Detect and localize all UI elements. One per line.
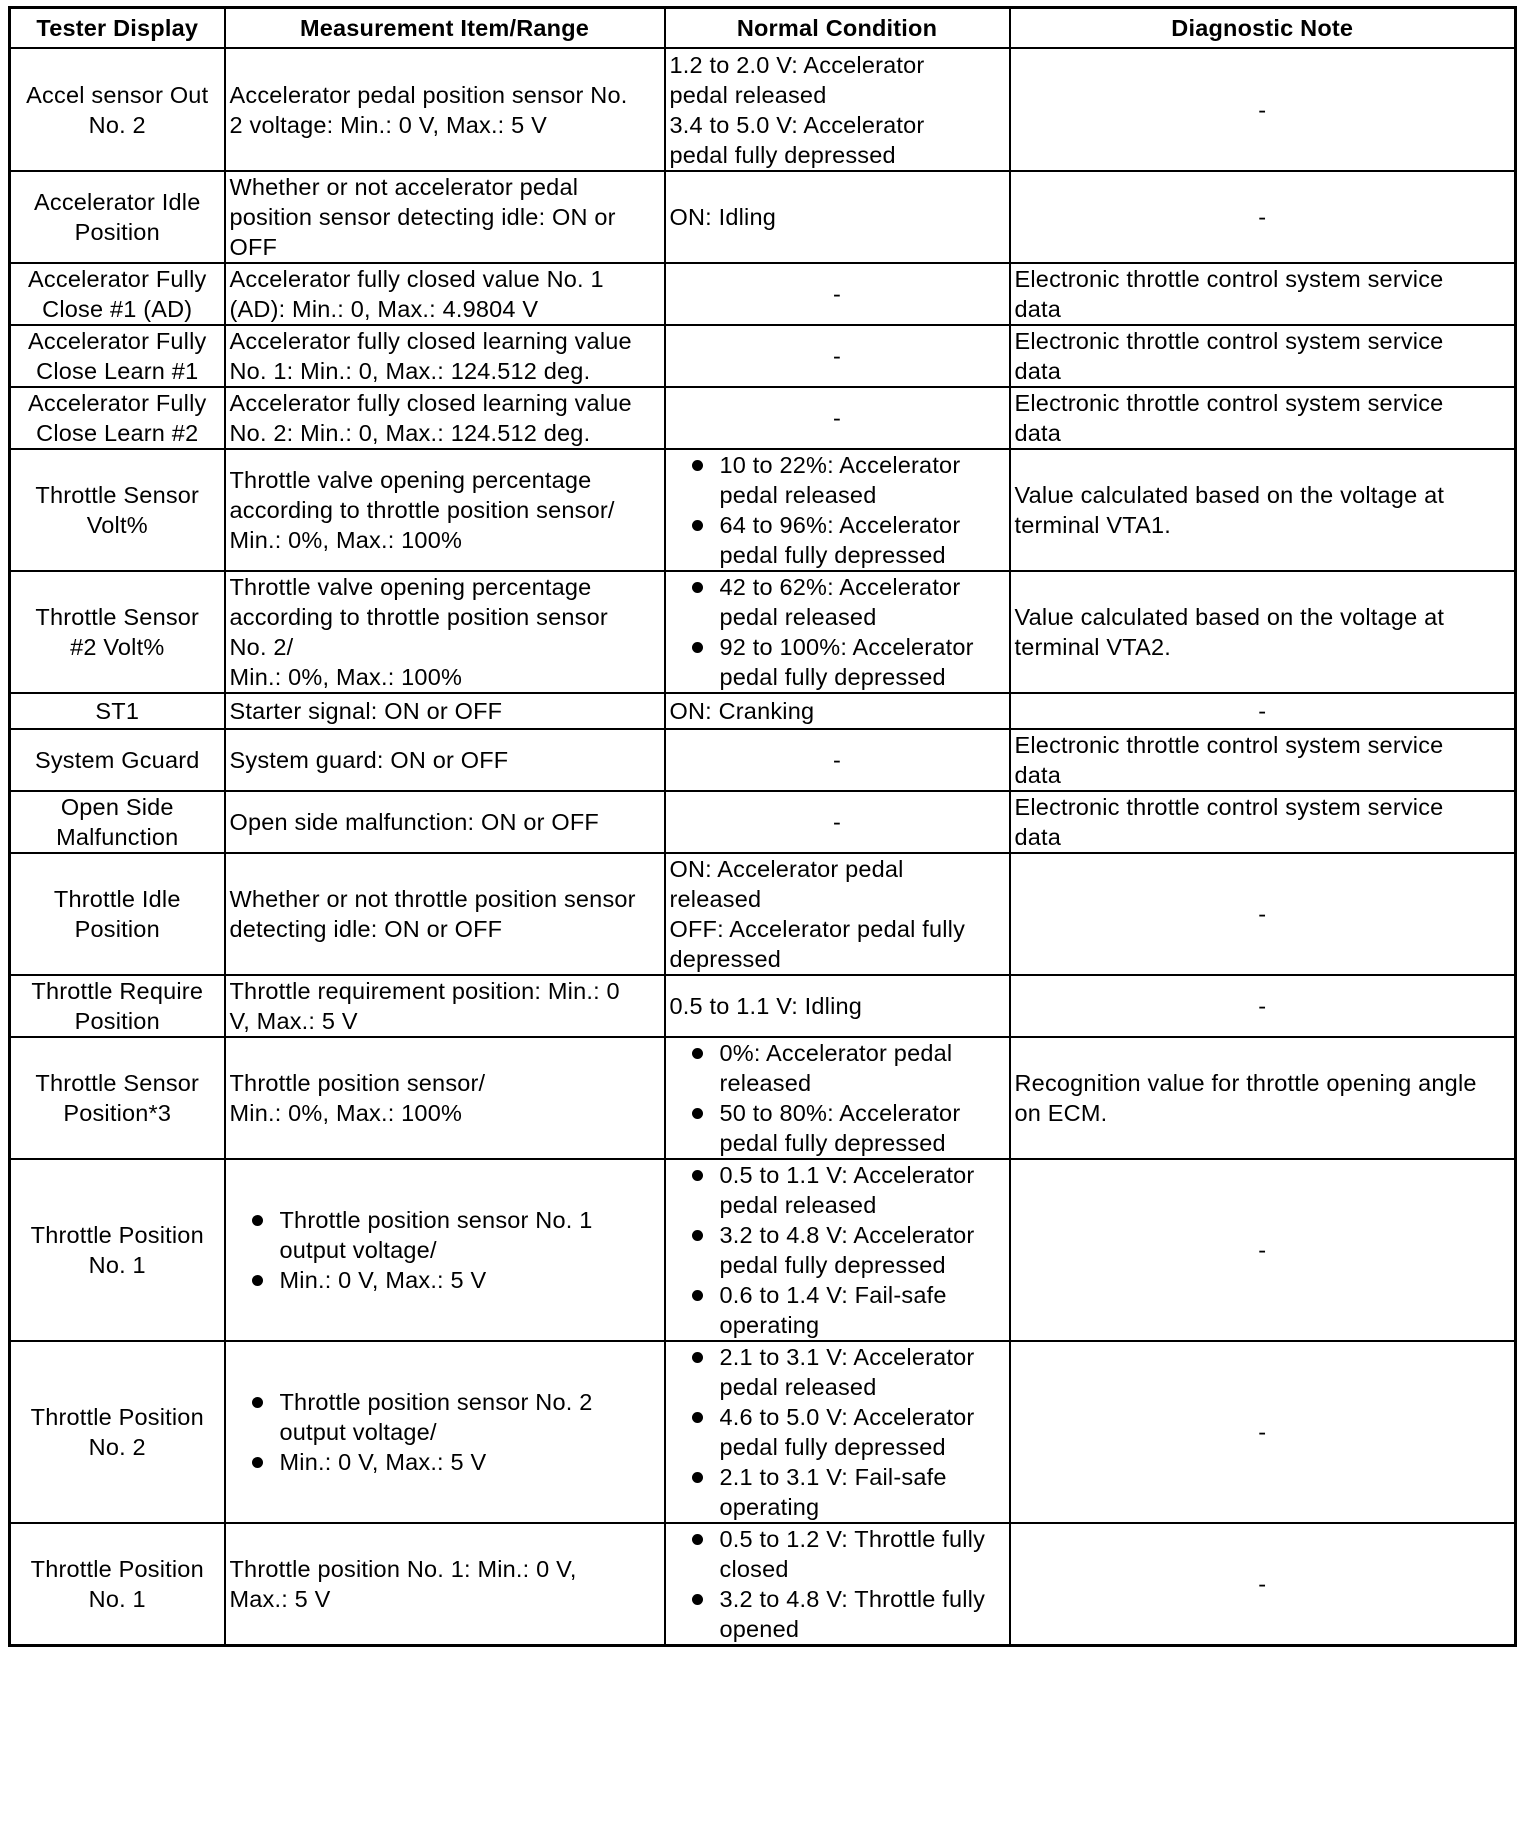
tester-display-text: No. 2 xyxy=(88,111,146,138)
measurement-text: No. 2/ xyxy=(229,634,294,660)
cell-diagnostic-note xyxy=(1010,853,1516,975)
measurement-bullet-item: Min.: 0 V, Max.: 5 V xyxy=(230,1265,660,1295)
condition-text: depressed xyxy=(669,946,782,972)
cell-tester-display xyxy=(10,171,225,263)
cell-normal-condition xyxy=(665,387,1010,449)
measurement-bullet-item: Throttle position sensor No. 2 output voltage/ xyxy=(230,1387,660,1447)
condition-bullet-item: 92 to 100%: Accelerator pedal fully depressed xyxy=(670,632,1005,692)
note-text: on ECM. xyxy=(1014,1100,1108,1126)
measurement-text: Accelerator fully closed learning value xyxy=(229,390,632,416)
condition-bullet-item: 64 to 96%: Accelerator pedal fully depressed xyxy=(670,510,1005,570)
tester-display-text: Throttle Position xyxy=(30,1404,204,1430)
table-row xyxy=(10,48,1516,171)
cell-tester-display xyxy=(10,1523,225,1646)
measurement-text: Max.: 5 V xyxy=(229,1586,331,1612)
condition-text: - xyxy=(832,405,842,431)
tester-display-text: System Gcuard xyxy=(34,747,200,773)
tester-display-text: Accelerator Fully xyxy=(28,328,207,354)
tester-display-text: Accelerator Fully xyxy=(28,266,207,292)
measurement-text: OFF xyxy=(229,234,278,260)
condition-text: ON: Cranking xyxy=(669,698,815,724)
measurement-text: Accelerator fully closed value No. 1 xyxy=(229,266,604,292)
condition-text: released xyxy=(669,886,762,912)
cell-normal-condition xyxy=(665,325,1010,387)
note-text: terminal VTA1. xyxy=(1014,512,1171,538)
condition-list xyxy=(670,450,1005,570)
note-text: Recognition value for throttle opening angle xyxy=(1014,1070,1477,1096)
measurement-text: position sensor detecting idle: ON or xyxy=(229,204,616,230)
measurement-text: Whether or not throttle position sensor xyxy=(229,886,636,912)
table-row xyxy=(10,171,1516,263)
cell-normal-condition xyxy=(665,1341,1010,1523)
condition-text: 0.5 to 1.1 V: Idling xyxy=(669,993,863,1019)
table-row xyxy=(10,853,1516,975)
cell-diagnostic-note xyxy=(1010,975,1516,1037)
measurement-text: 2 voltage: Min.: 0 V, Max.: 5 V xyxy=(229,111,548,138)
note-text: data xyxy=(1014,296,1062,322)
condition-text: 3.4 to 5.0 V: Accelerator xyxy=(669,111,925,138)
note-text: Electronic throttle control system service xyxy=(1014,266,1444,292)
measurement-text: Throttle requirement position: Min.: 0 xyxy=(229,978,620,1004)
measurement-text: V, Max.: 5 V xyxy=(229,1008,358,1034)
measurement-text: Starter signal: ON or OFF xyxy=(229,698,503,724)
cell-tester-display xyxy=(10,975,225,1037)
note-text: - xyxy=(1258,204,1267,230)
measurement-text: Min.: 0%, Max.: 100% xyxy=(229,664,463,690)
measurement-text: No. 2: Min.: 0, Max.: 124.512 deg. xyxy=(229,420,591,446)
cell-normal-condition xyxy=(665,571,1010,693)
note-text: terminal VTA2. xyxy=(1014,634,1171,660)
measurement-text: Accelerator fully closed learning value xyxy=(229,328,632,354)
condition-list xyxy=(670,1342,1005,1522)
condition-text: ON: Idling xyxy=(669,204,776,230)
tester-display-text: Throttle Sensor xyxy=(35,604,200,630)
condition-bullet-item: 10 to 22%: Accelerator pedal released xyxy=(670,450,1005,510)
cell-normal-condition xyxy=(665,449,1010,571)
measurement-text: Throttle valve opening percentage xyxy=(229,467,592,493)
condition-bullet-item: 50 to 80%: Accelerator pedal fully depressed xyxy=(670,1098,1005,1158)
condition-list xyxy=(670,1038,1005,1158)
tester-display-text: Close #1 (AD) xyxy=(42,296,193,322)
condition-bullet-item: 2.1 to 3.1 V: Accelerator pedal released xyxy=(670,1342,1005,1402)
cell-tester-display xyxy=(10,853,225,975)
measurement-bullet-item: Throttle position sensor No. 1 output voltage/ xyxy=(230,1205,660,1265)
cell-tester-display xyxy=(10,263,225,325)
note-text: data xyxy=(1014,358,1062,384)
condition-text: pedal fully depressed xyxy=(669,141,896,168)
cell-diagnostic-note xyxy=(1010,693,1516,729)
cell-measurement-item xyxy=(225,1159,665,1341)
cell-diagnostic-note xyxy=(1010,171,1516,263)
cell-diagnostic-note xyxy=(1010,571,1516,693)
tester-display-text: Open Side xyxy=(60,794,174,820)
note-text: Electronic throttle control system service xyxy=(1014,794,1444,820)
table-row xyxy=(10,693,1516,729)
cell-diagnostic-note xyxy=(1010,48,1516,171)
tester-display-text: No. 1 xyxy=(88,1252,146,1278)
cell-measurement-item xyxy=(225,693,665,729)
table-header xyxy=(10,8,1516,49)
header-tester-display: Tester Display xyxy=(10,8,225,49)
cell-normal-condition xyxy=(665,48,1010,171)
tester-display-text: Throttle Sensor xyxy=(35,482,200,508)
condition-text: - xyxy=(832,343,842,369)
tester-display-text: Position xyxy=(74,916,160,942)
condition-text: OFF: Accelerator pedal fully xyxy=(669,916,966,942)
measurement-text: Throttle valve opening percentage xyxy=(229,574,592,600)
cell-normal-condition xyxy=(665,853,1010,975)
tester-display-text: Throttle Position xyxy=(30,1556,204,1582)
condition-bullet-item: 2.1 to 3.1 V: Fail-safe operating xyxy=(670,1462,1005,1522)
cell-diagnostic-note xyxy=(1010,1341,1516,1523)
note-text: - xyxy=(1258,1419,1267,1445)
cell-tester-display xyxy=(10,1037,225,1159)
table-row xyxy=(10,1037,1516,1159)
header-diagnostic-note: Diagnostic Note xyxy=(1010,8,1516,49)
tester-display-text: Throttle Position xyxy=(30,1222,204,1248)
measurement-text: System guard: ON or OFF xyxy=(229,747,509,773)
cell-diagnostic-note xyxy=(1010,1159,1516,1341)
cell-measurement-item xyxy=(225,1037,665,1159)
tester-display-text: Throttle Sensor xyxy=(35,1070,200,1096)
measurement-text: No. 1: Min.: 0, Max.: 124.512 deg. xyxy=(229,358,591,384)
cell-diagnostic-note xyxy=(1010,325,1516,387)
cell-measurement-item xyxy=(225,387,665,449)
table-row xyxy=(10,263,1516,325)
cell-measurement-item xyxy=(225,1341,665,1523)
cell-tester-display xyxy=(10,449,225,571)
note-text: Electronic throttle control system service xyxy=(1014,732,1444,758)
cell-measurement-item xyxy=(225,263,665,325)
measurement-list xyxy=(230,1205,660,1295)
cell-measurement-item xyxy=(225,449,665,571)
measurement-bullet-item: Min.: 0 V, Max.: 5 V xyxy=(230,1447,660,1477)
note-text: - xyxy=(1258,96,1267,123)
data-list-table xyxy=(8,6,1517,1647)
measurement-text: Open side malfunction: ON or OFF xyxy=(229,809,599,835)
cell-measurement-item xyxy=(225,1523,665,1646)
cell-measurement-item xyxy=(225,325,665,387)
condition-bullet-item: 0%: Accelerator pedal released xyxy=(670,1038,1005,1098)
measurement-text: Min.: 0%, Max.: 100% xyxy=(229,527,463,553)
cell-measurement-item xyxy=(225,853,665,975)
cell-tester-display xyxy=(10,693,225,729)
table-body xyxy=(10,48,1516,1646)
table-row xyxy=(10,1341,1516,1523)
measurement-text: Throttle position sensor/ xyxy=(229,1070,486,1096)
cell-normal-condition xyxy=(665,1159,1010,1341)
note-text: - xyxy=(1258,698,1267,724)
tester-display-text: #2 Volt% xyxy=(70,634,165,660)
condition-bullet-item: 3.2 to 4.8 V: Accelerator pedal fully depressed xyxy=(670,1220,1005,1280)
cell-measurement-item xyxy=(225,48,665,171)
tester-display-text: No. 1 xyxy=(88,1586,146,1612)
tester-display-text: Throttle Require xyxy=(31,978,204,1004)
tester-display-text: Close Learn #1 xyxy=(36,358,199,384)
tester-display-text: Close Learn #2 xyxy=(36,420,199,446)
measurement-text: according to throttle position sensor xyxy=(229,604,608,630)
note-text: Value calculated based on the voltage at xyxy=(1014,482,1445,508)
condition-list xyxy=(670,1524,1005,1644)
note-text: - xyxy=(1258,993,1267,1019)
tester-display-text: Position*3 xyxy=(63,1100,172,1126)
tester-display-text: Accelerator Idle xyxy=(34,189,201,215)
measurement-text: Throttle position No. 1: Min.: 0 V, xyxy=(229,1556,577,1582)
tester-display-text: Malfunction xyxy=(56,824,179,850)
condition-text: - xyxy=(832,809,842,835)
table-row xyxy=(10,1159,1516,1341)
note-text: data xyxy=(1014,762,1062,788)
cell-tester-display xyxy=(10,791,225,853)
condition-list xyxy=(670,1160,1005,1340)
note-text: - xyxy=(1258,1571,1267,1597)
condition-list xyxy=(670,572,1005,692)
condition-text: 1.2 to 2.0 V: Accelerator xyxy=(669,51,925,78)
cell-normal-condition xyxy=(665,729,1010,791)
cell-tester-display xyxy=(10,387,225,449)
cell-tester-display xyxy=(10,571,225,693)
cell-tester-display xyxy=(10,48,225,171)
cell-normal-condition xyxy=(665,263,1010,325)
cell-normal-condition xyxy=(665,693,1010,729)
note-text: data xyxy=(1014,824,1062,850)
measurement-text: Accelerator pedal position sensor No. xyxy=(229,81,628,108)
table-row xyxy=(10,729,1516,791)
cell-normal-condition xyxy=(665,1037,1010,1159)
cell-normal-condition xyxy=(665,1523,1010,1646)
cell-measurement-item xyxy=(225,171,665,263)
cell-measurement-item xyxy=(225,571,665,693)
table-row xyxy=(10,791,1516,853)
condition-bullet-item: 4.6 to 5.0 V: Accelerator pedal fully depressed xyxy=(670,1402,1005,1462)
note-text: Electronic throttle control system service xyxy=(1014,328,1444,354)
condition-bullet-item: 0.5 to 1.2 V: Throttle fully closed xyxy=(670,1524,1005,1584)
cell-diagnostic-note xyxy=(1010,1523,1516,1646)
condition-bullet-item: 0.5 to 1.1 V: Accelerator pedal released xyxy=(670,1160,1005,1220)
tester-display-text: Position xyxy=(74,1008,160,1034)
tester-display-text: Position xyxy=(74,219,160,245)
table-row xyxy=(10,387,1516,449)
table-row xyxy=(10,1523,1516,1646)
cell-diagnostic-note xyxy=(1010,387,1516,449)
condition-text: pedal released xyxy=(669,81,827,108)
note-text: data xyxy=(1014,420,1062,446)
header-measurement-item: Measurement Item/Range xyxy=(225,8,665,49)
measurement-text: according to throttle position sensor/ xyxy=(229,497,615,523)
cell-normal-condition xyxy=(665,171,1010,263)
measurement-text: detecting idle: ON or OFF xyxy=(229,916,503,942)
cell-tester-display xyxy=(10,1159,225,1341)
tester-display-text: Throttle Idle xyxy=(53,886,181,912)
measurement-text: (AD): Min.: 0, Max.: 4.9804 V xyxy=(229,296,539,322)
cell-diagnostic-note xyxy=(1010,1037,1516,1159)
cell-diagnostic-note xyxy=(1010,263,1516,325)
note-text: - xyxy=(1258,1237,1267,1263)
header-row xyxy=(10,8,1516,49)
table-row xyxy=(10,571,1516,693)
condition-bullet-item: 0.6 to 1.4 V: Fail-safe operating xyxy=(670,1280,1005,1340)
note-text: Value calculated based on the voltage at xyxy=(1014,604,1445,630)
note-text: Electronic throttle control system service xyxy=(1014,390,1444,416)
cell-tester-display xyxy=(10,729,225,791)
cell-measurement-item xyxy=(225,975,665,1037)
cell-diagnostic-note xyxy=(1010,791,1516,853)
table-row xyxy=(10,449,1516,571)
tester-display-text: No. 2 xyxy=(88,1434,146,1460)
header-normal-condition: Normal Condition xyxy=(665,8,1010,49)
tester-display-text: Accelerator Fully xyxy=(28,390,207,416)
cell-tester-display xyxy=(10,1341,225,1523)
cell-normal-condition xyxy=(665,791,1010,853)
condition-text: - xyxy=(832,281,842,307)
measurement-list xyxy=(230,1387,660,1477)
condition-text: - xyxy=(832,747,842,773)
condition-text: ON: Accelerator pedal xyxy=(669,856,904,882)
cell-measurement-item xyxy=(225,791,665,853)
cell-diagnostic-note xyxy=(1010,449,1516,571)
condition-bullet-item: 42 to 62%: Accelerator pedal released xyxy=(670,572,1005,632)
cell-normal-condition xyxy=(665,975,1010,1037)
tester-display-text: Volt% xyxy=(86,512,148,538)
tester-display-text: Accel sensor Out xyxy=(26,81,209,108)
cell-diagnostic-note xyxy=(1010,729,1516,791)
measurement-text: Whether or not accelerator pedal xyxy=(229,174,579,200)
table-row xyxy=(10,325,1516,387)
condition-bullet-item: 3.2 to 4.8 V: Throttle fully opened xyxy=(670,1584,1005,1644)
table-row xyxy=(10,975,1516,1037)
measurement-text: Min.: 0%, Max.: 100% xyxy=(229,1100,463,1126)
cell-measurement-item xyxy=(225,729,665,791)
note-text: - xyxy=(1258,901,1267,927)
cell-tester-display xyxy=(10,325,225,387)
tester-display-text: ST1 xyxy=(95,698,140,724)
